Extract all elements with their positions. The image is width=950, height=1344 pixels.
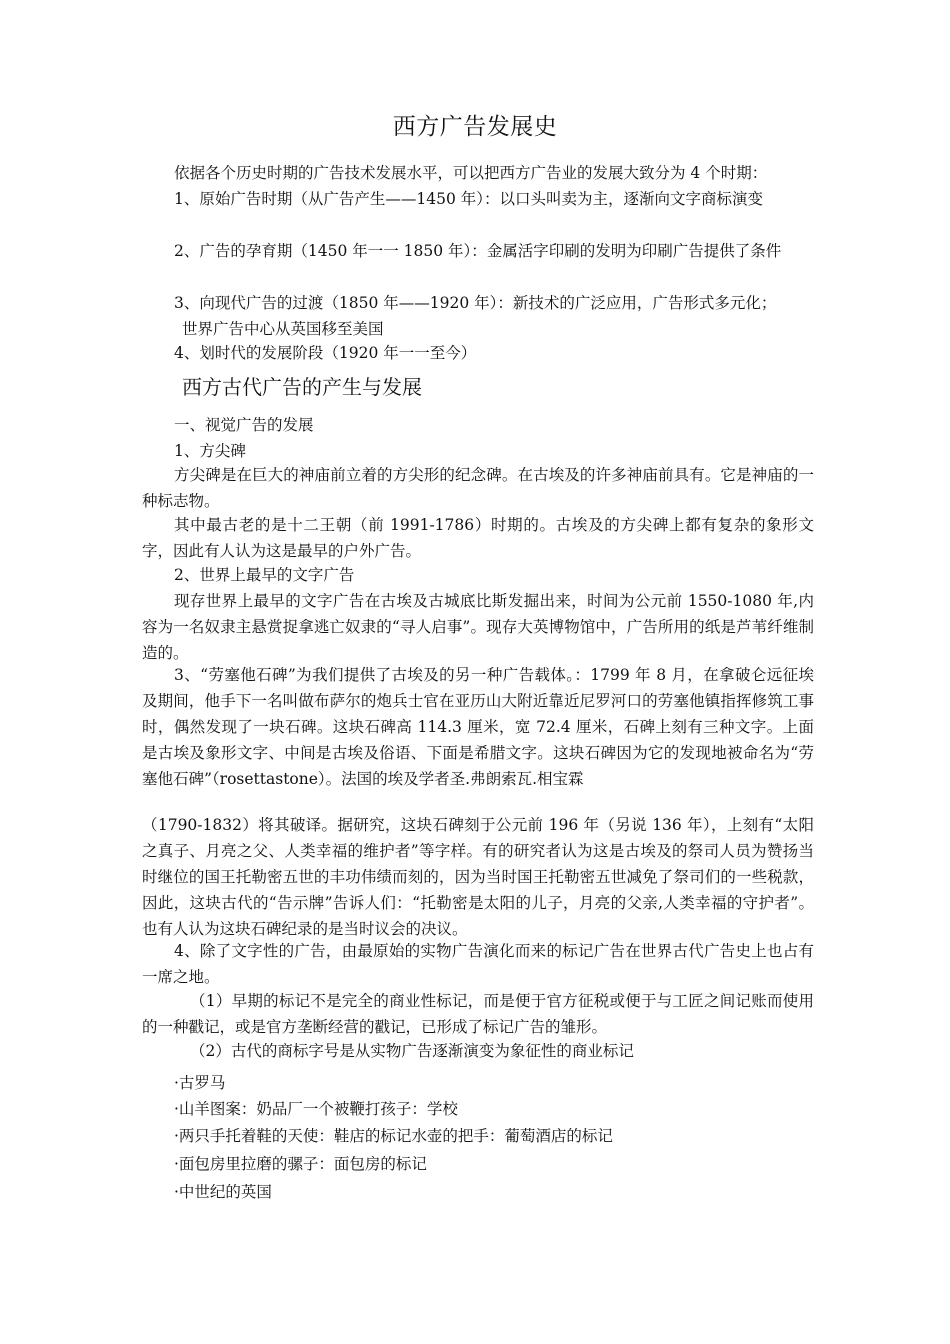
- bullet-item: ·两只手托着鞋的天使：鞋店的标记水壶的把手：葡萄酒店的标记: [174, 1127, 613, 1145]
- mark-ads-point-2: （2）古代的商标字号是从实物广告逐渐演变为象征性的商业标记: [190, 1042, 634, 1060]
- obelisk-paragraph-1: 方尖碑是在巨大的神庙前立着的方尖形的纪念碑。在古埃及的许多神庙前具有。它是神庙的一种标志物。: [142, 466, 814, 510]
- mark-ads-paragraph: 4、除了文字性的广告，由最原始的实物广告演化而来的标记广告在世界古代广告史上也占有一席之地。: [142, 942, 814, 986]
- obelisk-paragraph-2: 其中最古老的是十二王朝（前 1991-1786）时期的。古埃及的方尖碑上都有复杂的象形文字，因此有人认为这是最早的户外广告。: [142, 516, 814, 560]
- rosetta-paragraph: 3、“劳塞他石碑”为我们提供了古埃及的另一种广告载体。：1799 年 8 月，在拿破仑远征埃及期间，他手下一名叫做布萨尔的炮兵士官在亚历山大附近靠近尼罗河口的劳塞他镇指挥修筑工事时，偶然发现了一块石碑。这块石碑高 114.3 厘米，宽 72.4 厘米，石碑上刻有三种文字。上面是古埃及象形文字、中间是古埃及俗语、下面是希腊文字。这块石碑因为它的发现地被命名为“劳塞他石碑”（rosettastone）。法国的埃及学者圣.弗朗索瓦.相宝霖: [142, 666, 814, 788]
- mark-ads-point-1: （1）早期的标记不是完全的商业性标记，而是便于官方征税或便于与工匠之间记账而使用的一种戳记，或是官方垄断经营的戳记，已形成了标记广告的雏形。: [142, 992, 814, 1036]
- period-4: 4、划时代的发展阶段（1920 年一一至今）: [174, 344, 477, 362]
- bullet-item: ·山羊图案：奶品厂一个被鞭打孩子：学校: [174, 1100, 458, 1118]
- bullet-item: ·面包房里拉磨的骡子：面包房的标记: [174, 1155, 427, 1173]
- intro-paragraph: 依据各个历史时期的广告技术发展水平，可以把西方广告业的发展大致分为 4 个时期：: [174, 164, 768, 182]
- period-1: 1、原始广告时期（从广告产生——1450 年）：以口头叫卖为主，逐渐向文字商标演变: [174, 190, 763, 208]
- section-heading: 西方古代广告的产生与发展: [182, 375, 422, 399]
- subheading-visual-ads: 一、视觉广告的发展: [174, 416, 314, 434]
- rosetta-paragraph-continued: （1790-1832）将其破译。据研究，这块石碑刻于公元前 196 年（另说 136 年），上刻有“太阳之真子、月亮之父、人类幸福的维护者”等字样。有的研究者认为这是古埃及的祭司人员为赞扬当时继位的国王托勒密五世的丰功伟绩而刻的，因为当时国王托勒密五世减免了祭司们的一些税款，因此，这块古代的“告示牌”告诉人们：“托勒密是太阳的儿子，月亮的父亲,人类幸福的守护者”。也有人认为这块石碑纪录的是当时议会的决议。: [142, 816, 814, 938]
- period-3: 3、向现代广告的过渡（1850 年——1920 年）：新技术的广泛应用，广告形式多元化；: [174, 294, 777, 312]
- document-title: 西方广告发展史: [392, 114, 558, 140]
- subheading-earliest-text-ad: 2、世界上最早的文字广告: [174, 566, 355, 584]
- earliest-ad-paragraph: 现存世界上最早的文字广告在古埃及古城底比斯发掘出来，时间为公元前 1550-1080 年,内容为一名奴隶主悬赏捉拿逃亡奴隶的“寻人启事”。现存大英博物馆中，广告所用的纸是芦苇纤维制造的。: [142, 592, 814, 662]
- bullet-item: ·古罗马: [174, 1074, 226, 1092]
- bullet-item: ·中世纪的英国: [174, 1183, 272, 1201]
- subheading-obelisk: 1、方尖碑: [174, 442, 246, 460]
- period-3-continued: 世界广告中心从英国移至美国: [182, 320, 384, 338]
- period-2: 2、广告的孕育期（1450 年一一 1850 年）：金属活字印刷的发明为印刷广告提供了条件: [174, 242, 782, 260]
